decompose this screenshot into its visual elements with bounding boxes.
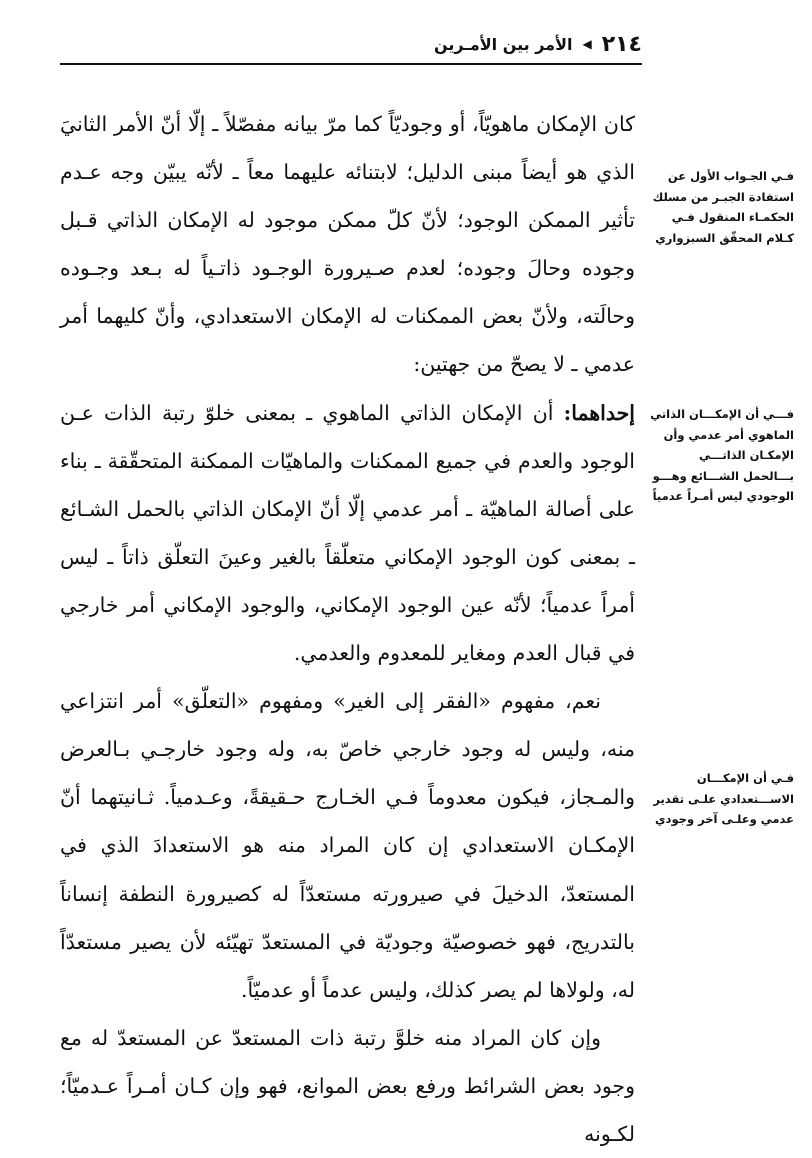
margin-note-3: فـي أن الإمكـــان الاســـتعدادي علـى تقدير عدمي وعلـى آخر وجودي: [653, 771, 794, 826]
header-rule: [60, 63, 642, 65]
margin-note-1: فـي الجـواب الأول عن استفادة الجبـر من مسلك الحكمـاء المنقول فـي كـلام المحقّق السبزواري: [652, 169, 794, 245]
paragraph-1: كان الإمكان ماهويّاً، أو وجوديّاً كما مرّ بيانه مفصّلاً ـ إلّا أنّ الأمر الثانيَ الذي هو أيضاً مبنى الدليل؛ لابتنائه عليهما معاً ـ لأنّه يبيّن وجه عـدم تأثير الممكن الوجود؛ لأنّ كلّ ممكن موجود له الإمكان الذاتي قـبل وجوده وحالَ وجوده؛ لعدم صـيرورة الوجـود ذاتـياً له بـعد وجـوده وحالَته، ولأنّ بعض الممكنات له الإمكان الاستعدادي، وأنّ كليهما أمر عدمي ـ لا يصحّ من جهتين:: [60, 112, 635, 377]
paragraph-3: نعم، مفهوم «الفقر إلى الغير» ومفهوم «التعلّق» أمر انتزاعي منه، وليس له وجود خارجي خاصّ به، وله وجود خارجـي بـالعرض والمـجاز، فيكون معدوماً فـي الخـارج حـقيقةً، وعـدمياً. ثـانيتهما أنّ الإمكـان الاستعدادي إن كان المراد منه هو الاستعدادَ الذي في المستعدّ، الدخيلَ في صيرورته مستعدّاً له كصيرورة النطفة إنساناً بالتدريج، فهو خصوصيّة وجوديّة في المستعدّ تهيّئه لأن يصير مستعدّاً له، ولولاها لم يصر كذلك، وليس عدماً أو عدميّاً.: [60, 689, 635, 1002]
page-number: ٢١٤: [601, 31, 642, 57]
arrow-left-icon: ◀: [582, 37, 592, 51]
paragraph-2-body: أن الإمكان الذاتي الماهوي ـ بمعنى خلوّ رتبة الذات عـن الوجود والعدم في جميع الممكنات والماهيّات الممكنة المتحقّقة ـ بناء على أصالة الماهيّة ـ أمر عدمي إلّا أنّ الإمكان الذاتي بالحمل الشـائع ـ بمعنى كون الوجود الإمكاني متعلّقاً بالغير وعينَ التعلّق ذاتاً ـ ليس أمراً عدمياً؛ لأنّه عين الوجود الإمكاني، والوجود الإمكاني أمر خارجي في قبال العدم ومغاير للمعدوم والعدمي.: [60, 400, 636, 666]
paragraph-4: وإن كان المراد منه خلوَّ رتبة ذات المستعدّ عن المستعدّ له مع وجود بعض الشرائط ورفع بعض الموانع، فهو وإن كـان أمـراً عـدميّاً؛ لكـونه: [60, 1025, 635, 1146]
paragraph-2: [60, 389, 635, 678]
running-title: الأمر بين الأمـرين: [434, 34, 573, 54]
running-header: [60, 26, 642, 62]
margin-note-2: فـــي أن الإمكـــان الذاتي الماهوي أمر عدمي وأن الإمكـان الذاتـــي بـــالحمل الشـــائع وهـــو الوجودي ليس أمـراً عدمياً: [650, 407, 794, 503]
main-text: [60, 100, 635, 1158]
paragraph-2-lead: إحداهما:: [563, 400, 635, 425]
